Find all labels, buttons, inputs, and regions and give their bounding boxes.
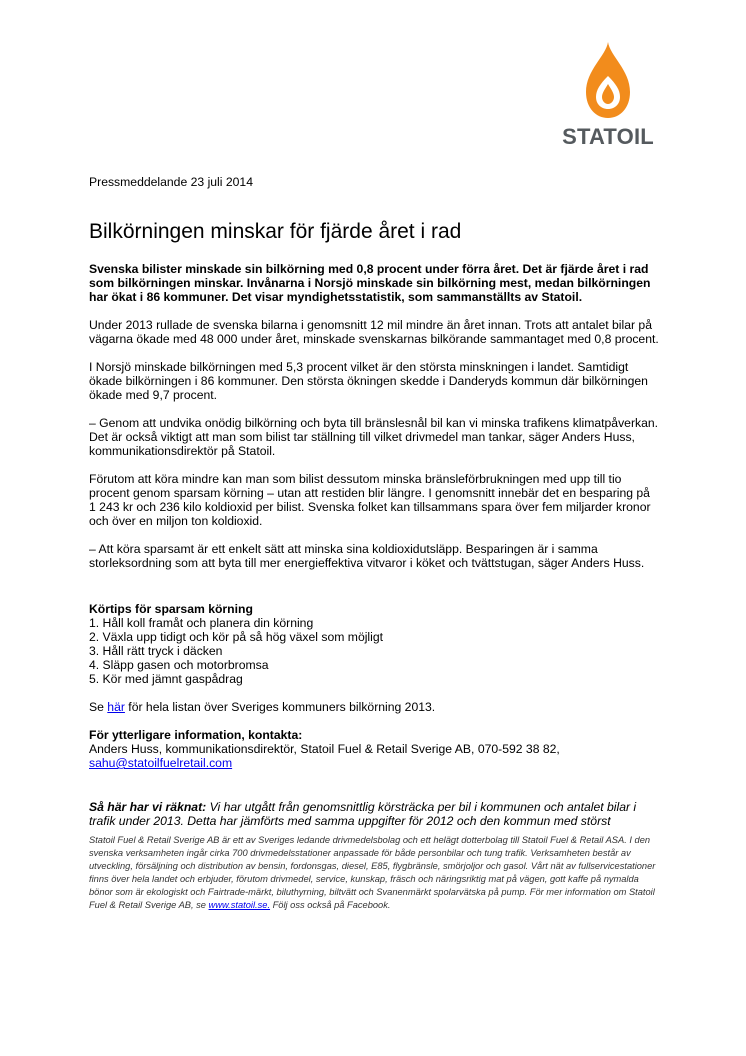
method-note: Så här har vi räknat: Vi har utgått från genomsnittlig körsträcka per bil i kommunen och antalet bilar i trafik under 2013. Detta har jämförts med samma uppgifter för 2012 och den kommun med störst (89, 800, 637, 828)
list-item: 2. Växla upp tidigt och kör på så hög växel som möjligt (89, 630, 384, 644)
body-paragraph-2: I Norsjö minskade bilkörningen med 5,3 procent vilket är den största minskningen i landet. Samtidigt ökade bilkörningen i 86 kommuner. Den största ökningen skedde i Danderyds kommun där bilkörningen ökade med 9,7 procent. (89, 360, 648, 402)
contact-heading: För ytterligare information, kontakta: (89, 728, 303, 742)
logo-wordmark: STATOIL (562, 124, 654, 149)
page-title: Bilkörningen minskar för fjärde året i rad (89, 220, 462, 243)
tips-list (89, 616, 659, 686)
lead-paragraph: Svenska bilister minskade sin bilkörning med 0,8 procent under förra året. Det är fjärde året i rad som bilkörningen minskar. Invånarna i Norsjö minskade sin bilkörning mest, medan bilkörningen har ökat i 86 kommuner. Det visar myndighetsstatistik, som sammanställts av Statoil. (89, 262, 651, 304)
contact-email-link[interactable]: sahu@statoilfuelretail.com (89, 756, 233, 770)
company-boilerplate: Statoil Fuel & Retail Sverige AB är ett av Sveriges ledande drivmedelsbolag och ett helägt dotterbolag till Statoil Fuel & Retail ASA. I den svenska verksamheten ingår cirka 700 drivmedelsstationer anpassade för både personbilar och tung trafik. Verksamheten består av utveckling, försäljning och distribution av bensin, fordonsgas, diesel, E85, flygbränsle, smörjoljor och gasol. Vårt nät av fullservicestationer finns över hela landet och erbjuder, förutom drivmedel, service, kunskap, fräsch och näringsriktig mat på vägen, gott kaffe på nymalda bönor som är ekologiskt och Fairtrade-märkt, biluthyrning, biltvätt och Svanenmärkt spolarvätska på pump. För mer information om Statoil Fuel & Retail Sverige AB, se www.statoil.se. Följ oss också på Facebook. (89, 835, 656, 910)
body-paragraph-3: – Genom att undvika onödig bilkörning och byta till bränslesnål bil kan vi minska trafikens klimatpåverkan. Det är också viktigt att man som bilist tar ställning till vilket drivmedel man tankar, säger Anders Huss, kommunikationsdirektör på Statoil. (89, 416, 659, 458)
contact-name: Anders Huss, kommunikationsdirektör, Statoil Fuel & Retail Sverige AB, 070-592 38 82, (89, 742, 560, 756)
body-paragraph-5: – Att köra sparsamt är ett enkelt sätt att minska sina koldioxidutsläpp. Besparingen är i samma storleksordning som att byta till mer energieffektiva vitvaror i köket och tvättstugan, säger Anders Huss. (89, 542, 645, 570)
contact-info (89, 742, 659, 770)
release-date: Pressmeddelande 23 juli 2014 (89, 175, 253, 189)
list-item: 5. Kör med jämnt gaspådrag (89, 672, 243, 686)
tips-heading: Körtips för sparsam körning (89, 602, 253, 616)
list-item: 4. Släpp gasen och motorbromsa (89, 658, 269, 672)
statoil-logo (556, 40, 660, 150)
list-item: 3. Håll rätt tryck i däcken (89, 644, 223, 658)
list-reference: Se här för hela listan över Sveriges kommuners bilkörning 2013. (89, 700, 436, 714)
list-link[interactable]: här (107, 700, 125, 714)
document-body (89, 175, 659, 912)
body-paragraph-4: Förutom att köra mindre kan man som bilist dessutom minska bränsleförbrukningen med upp till tio procent genom sparsam körning – utan att restiden blir längre. I genomsnitt innebär det en besparing på 1 243 kr och 236 kilo koldioxid per bilist. Svenska folket kan tillsammans spara över fem miljarder kronor och över en miljon ton koldioxid. (89, 472, 651, 528)
body-paragraph-1: Under 2013 rullade de svenska bilarna i genomsnitt 12 mil mindre än året innan. Trots att antalet bilar på vägarna ökade med 48 000 under året, minskade svenskarnas bilkörande sammantaget med 0,8 procent. (89, 318, 659, 346)
method-label: Så här har vi räknat: (89, 800, 207, 814)
statoil-website-link[interactable]: www.statoil.se. (208, 900, 271, 910)
list-item: 1. Håll koll framåt och planera din körning (89, 616, 314, 630)
flame-drop-icon (556, 40, 660, 124)
